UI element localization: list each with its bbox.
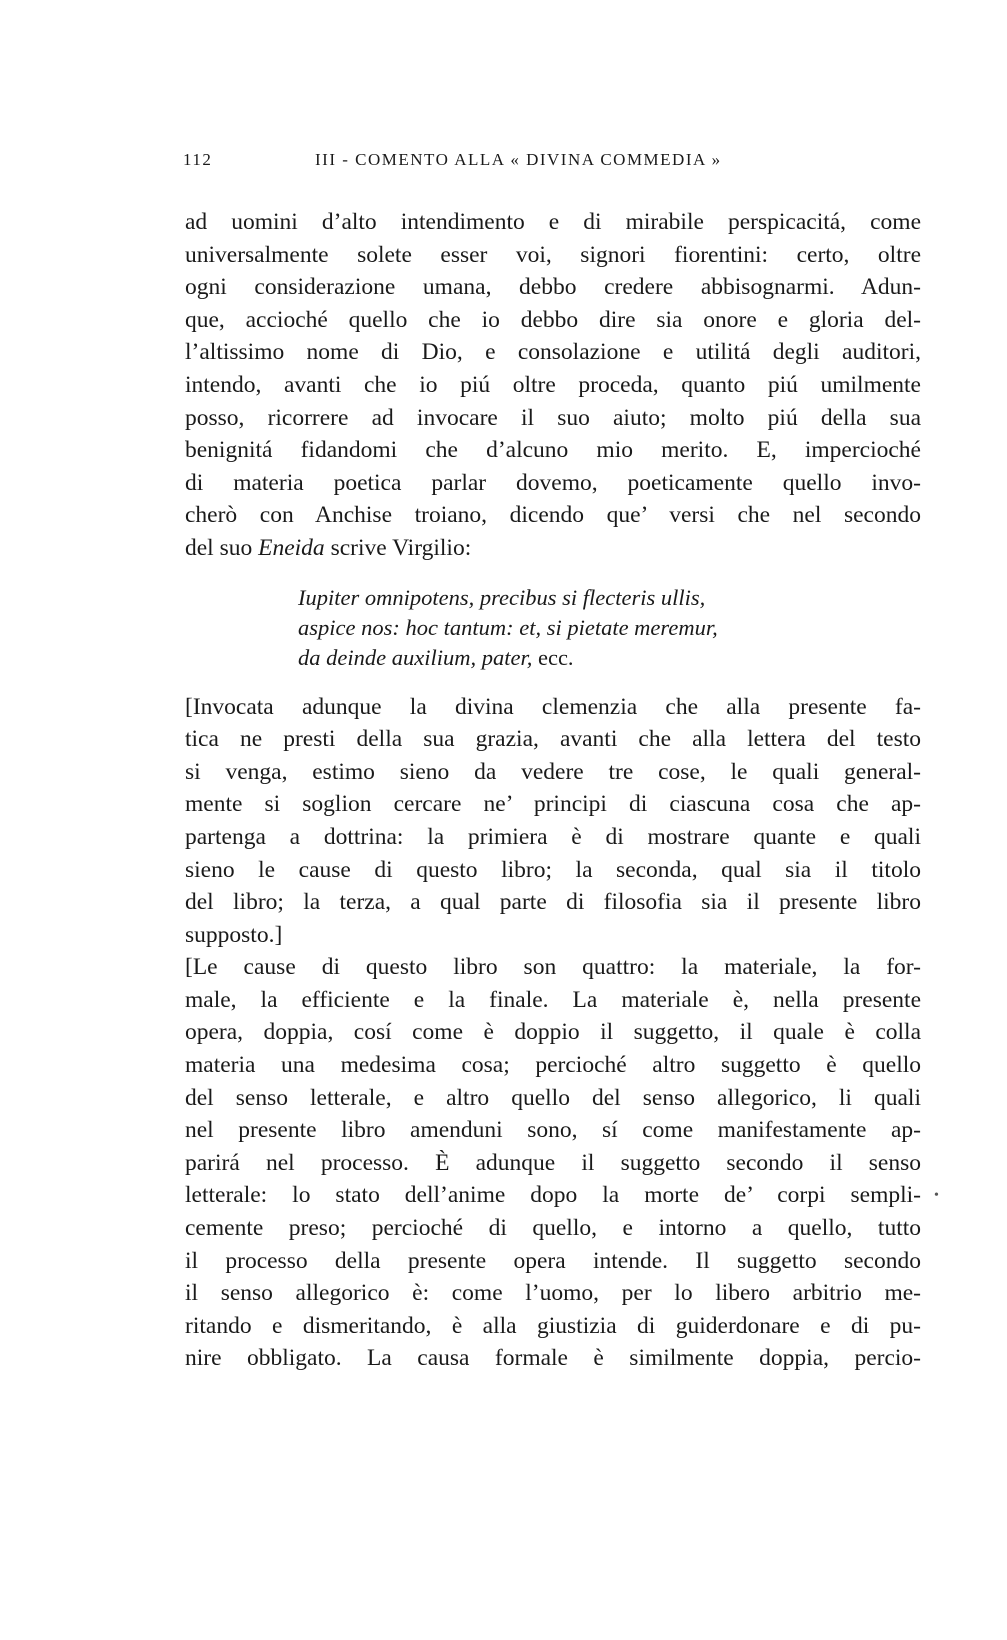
text-line: ad uomini d’alto intendimento e di mirabile perspicacitá, come: [185, 209, 921, 235]
text-line: si venga, estimo sieno da vedere tre cose, le quali general-: [185, 758, 921, 785]
text-line: [Invocata adunque la divina clemenzia che alla presente fa-: [185, 693, 921, 720]
paragraph-3: [185, 951, 921, 1375]
text-line: cemente preso; percioché di quello, e intorno a quello, tutto: [185, 1215, 921, 1242]
text-line: tica ne presti della sua grazia, avanti che alla lettera del testo: [185, 726, 921, 753]
text-fragment: del suo: [185, 534, 259, 561]
text-line: l’altissimo nome di Dio, e consolazione e utilitá degli auditori,: [185, 339, 921, 366]
text-line: benignitá fidandomi che d’alcuno mio merito. E, impercioché: [185, 437, 921, 464]
text-line: male, la efficiente e la finale. La materiale è, nella presente: [185, 986, 921, 1013]
page-number: 112: [183, 150, 213, 169]
text-line: ritando e dismeritando, è alla giustizia di guiderdonare e di pu-: [185, 1312, 921, 1339]
text-line: mente si soglion cercare ne’ principi di ciascuna cosa che ap-: [185, 791, 921, 818]
verse-line: [298, 643, 921, 673]
verse-quotation: [185, 583, 921, 673]
running-title: III - COMENTO ALLA « DIVINA COMMEDIA »: [315, 150, 722, 169]
text-fragment: scrive Virgilio:: [324, 534, 472, 561]
verse-fragment: da deinde auxilium, pater,: [298, 644, 533, 670]
text-line: opera, doppia, cosí come è doppio il suggetto, il quale è colla: [185, 1019, 921, 1046]
text-line: letterale: lo stato dell’anime dopo la morte de’ corpi sempli-: [185, 1182, 921, 1209]
verse-line: Iupiter omnipotens, precibus si flecteris ullis,: [298, 584, 706, 610]
verse-line: aspice nos: hoc tantum: et, si pietate meremur,: [298, 614, 718, 640]
speck-mark: •: [934, 1188, 939, 1203]
text-line: ogni considerazione umana, debbo credere abbisognarmi. Adun-: [185, 274, 921, 301]
text-line: nel presente libro amenduni sono, sí come manifestamente ap-: [185, 1117, 921, 1144]
paragraph-1: [185, 206, 921, 565]
text-line: intendo, avanti che io piú oltre proceda, quanto piú umilmente: [185, 371, 921, 398]
text-line: materia una medesima cosa; percioché altro suggetto è quello: [185, 1052, 921, 1079]
verse-etc: ecc.: [532, 644, 574, 670]
text-line: il senso allegorico è: come l’uomo, per lo libero arbitrio me-: [185, 1280, 921, 1307]
text-line: posso, ricorrere ad invocare il suo aiuto; molto piú della sua: [185, 404, 921, 431]
paragraph-2: [185, 691, 921, 952]
text-line-last: supposto.]: [185, 921, 283, 948]
text-line: di materia poetica parlar dovemo, poeticamente quello invo-: [185, 469, 921, 496]
running-head: [183, 150, 923, 176]
body-text: [185, 206, 921, 1375]
text-line: nire obbligato. La causa formale è similmente doppia, percio-: [185, 1345, 921, 1372]
text-line: del libro; la terza, a qual parte di filosofia sia il presente libro: [185, 889, 921, 916]
text-line: [Le cause di questo libro son quattro: la materiale, la for-: [185, 954, 921, 981]
text-line: cherò con Anchise troiano, dicendo que’ versi che nel secondo: [185, 502, 921, 529]
text-line: il processo della presente opera intende. Il suggetto secondo: [185, 1247, 921, 1274]
text-line: que, accioché quello che io debbo dire sia onore e gloria del-: [185, 306, 921, 333]
text-line: parirá nel processo. È adunque il suggetto secondo il senso: [185, 1149, 921, 1176]
text-line: universalmente solete esser voi, signori fiorentini: certo, oltre: [185, 241, 921, 268]
text-line: del senso letterale, e altro quello del senso allegorico, li quali: [185, 1084, 921, 1111]
book-title-eneida: Eneida: [258, 534, 325, 561]
text-line: partenga a dottrina: la primiera è di mostrare quante e quali: [185, 823, 921, 850]
text-line-last: [185, 532, 921, 565]
text-line: sieno le cause di questo libro; la seconda, qual sia il titolo: [185, 856, 921, 883]
